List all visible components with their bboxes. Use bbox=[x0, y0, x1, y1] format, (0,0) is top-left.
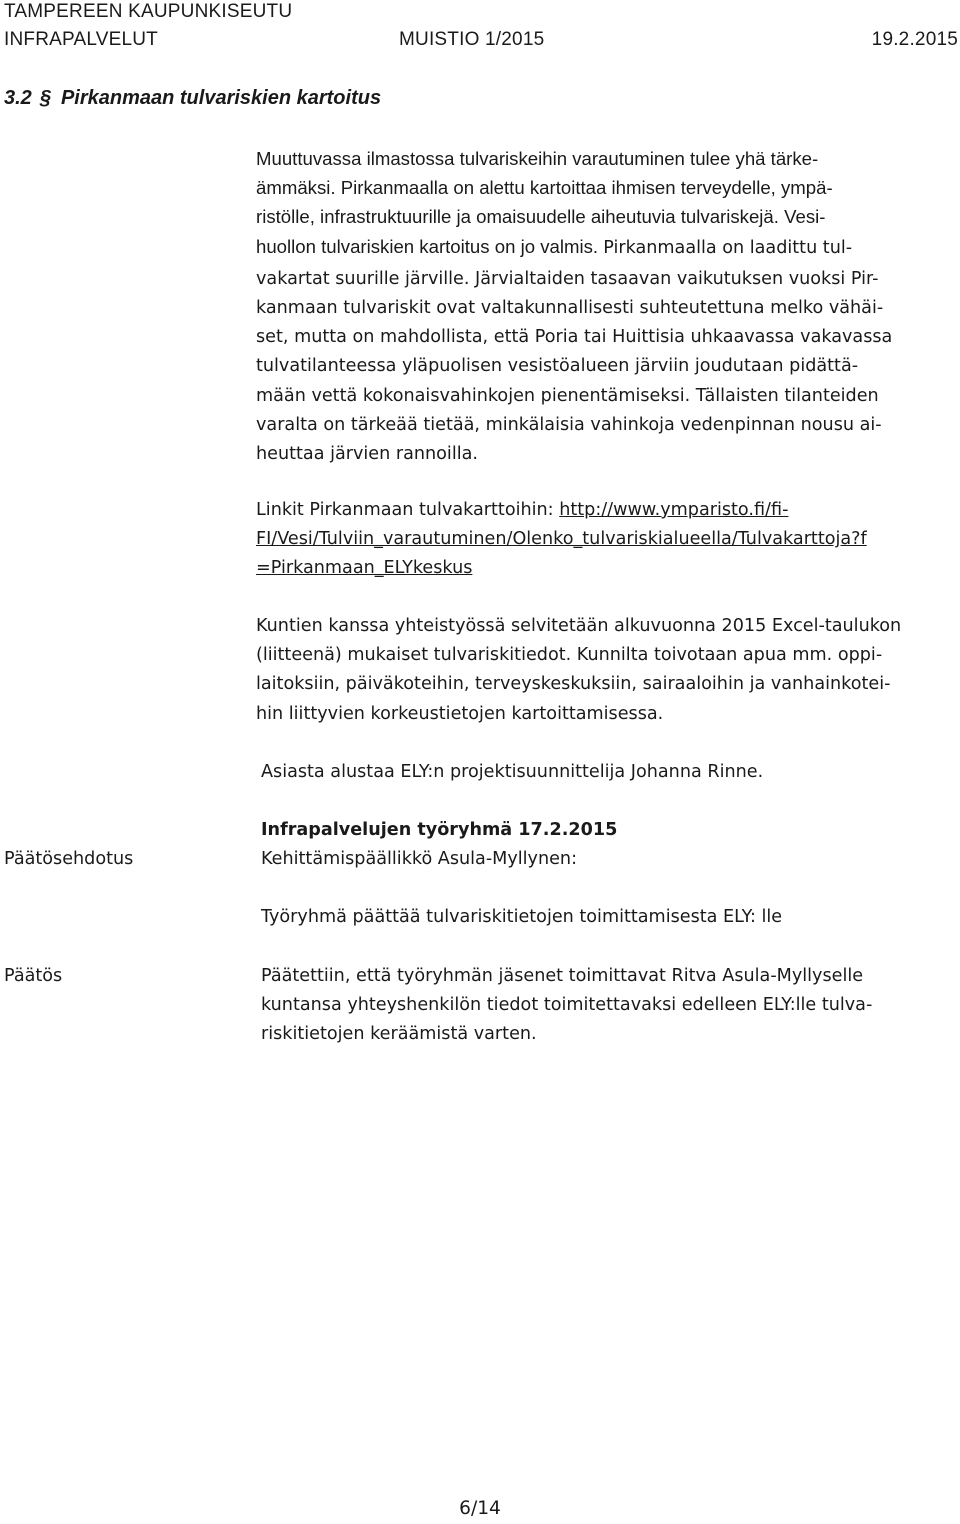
decision-line: kuntansa yhteyshenkilön tiedot toimitettavaksi edelleen ELY:lle tulva- bbox=[261, 995, 873, 1016]
paragraph-segment: Järvialtaiden tasaavan vaikutuksen vuoksi Pir- bbox=[475, 268, 879, 289]
paragraph-line bbox=[256, 232, 960, 263]
links-prefix: Linkit Pirkanmaan tulvakarttoihin: bbox=[256, 500, 560, 520]
header-unit: INFRAPALVELUT bbox=[4, 29, 158, 50]
paragraph-segment: Pirkanmaalla on laadittu tul- bbox=[603, 237, 853, 258]
paragraph-line: mään vettä kokonaisvahinkojen pienentämiseksi. Tällaisten tilanteiden bbox=[256, 385, 879, 406]
paragraph-intro bbox=[256, 144, 960, 469]
paragraph-presenter: Asiasta alustaa ELY:n projektisuunnittelija Johanna Rinne. bbox=[261, 762, 764, 782]
header-memo: MUISTIO 1/2015 bbox=[399, 29, 545, 50]
section-title bbox=[4, 85, 381, 111]
decision-text bbox=[261, 962, 872, 1050]
paragraph-line: (liitteenä) mukaiset tulvariskitiedot. Kunnilta toivotaan apua mm. oppi- bbox=[256, 645, 883, 666]
paragraph-line: Kuntien kanssa yhteistyössä selvitetään alkuvuonna 2015 Excel-taulukon bbox=[256, 616, 902, 636]
header-date: 19.2.2015 bbox=[871, 29, 958, 50]
paragraph-segment: vakartat suurille järville. bbox=[256, 268, 476, 289]
header-line bbox=[4, 28, 958, 52]
page-number: 6/14 bbox=[459, 1498, 501, 1519]
flood-map-link-cont[interactable]: FI/Vesi/Tulviin_varautuminen/Olenko_tulvariskialueella/Tulvakarttoja?f bbox=[256, 529, 867, 550]
paragraph-line: laitoksiin, päiväkoteihin, terveyskeskuksiin, sairaaloihin ja vanhainkotei- bbox=[256, 674, 891, 695]
flood-map-link[interactable]: http://www.ymparisto.fi/fi- bbox=[559, 500, 789, 520]
section-title-text: Pirkanmaan tulvariskien kartoitus bbox=[60, 87, 382, 109]
decision-line: Päätettiin, että työryhmän jäsenet toimittavat Ritva Asula-Myllyselle bbox=[261, 966, 864, 986]
paragraph-line bbox=[256, 263, 960, 294]
paragraph-links bbox=[256, 496, 960, 584]
flood-map-link-end[interactable]: =Pirkanmaan_ELYkeskus bbox=[256, 558, 473, 579]
paragraph-line: Muuttuvassa ilmastossa tulvariskeihin varautuminen tulee yhä tärke- bbox=[256, 148, 819, 169]
links-line bbox=[256, 496, 960, 525]
section-number: 3.2 bbox=[4, 87, 32, 109]
section-symbol: § bbox=[39, 87, 51, 109]
paragraph-line: tulvatilanteessa yläpuolisen vesistöalueen järviin joudutaan pidättä- bbox=[256, 356, 859, 377]
header-organization: TAMPEREEN KAUPUNKISEUTU bbox=[4, 1, 293, 22]
working-group-title: Infrapalvelujen työryhmä 17.2.2015 bbox=[261, 820, 618, 840]
paragraph-line: kanmaan tulvariskit ovat valtakunnallisesti suhteutettuna melko vähäi- bbox=[256, 298, 884, 319]
paragraph-line: heuttaa järvien rannoilla. bbox=[256, 444, 478, 465]
proposal-text: Työryhmä päättää tulvariskitietojen toimittamisesta ELY: lle bbox=[261, 907, 783, 927]
paragraph-segment: huollon tulvariskien kartoitus on jo valmis. bbox=[256, 235, 604, 257]
links-line bbox=[256, 525, 960, 554]
decision-line: riskitietojen keräämistä varten. bbox=[261, 1024, 537, 1045]
decision-label: Päätös bbox=[4, 966, 63, 986]
paragraph-line: set, mutta on mahdollista, että Poria tai Huittisia uhkaavassa vakavassa bbox=[256, 327, 893, 348]
paragraph-line: varalta on tärkeää tietää, minkälaisia vahinkoja vedenpinnan nousu ai- bbox=[256, 414, 882, 435]
proposal-label: Päätösehdotus bbox=[4, 849, 134, 869]
links-line bbox=[256, 554, 960, 583]
paragraph-municipalities bbox=[256, 612, 960, 729]
working-group-speaker: Kehittämispäällikkö Asula-Myllynen: bbox=[261, 849, 577, 869]
paragraph-line: ämmäksi. Pirkanmaalla on alettu kartoittaa ihmisen terveydelle, ympä- bbox=[256, 177, 833, 199]
paragraph-line: ristölle, infrastruktuurille ja omaisuudelle aiheutuvia tulvariskejä. Vesi- bbox=[256, 206, 826, 228]
paragraph-line: hin liittyvien korkeustietojen kartoittamisessa. bbox=[256, 703, 664, 724]
